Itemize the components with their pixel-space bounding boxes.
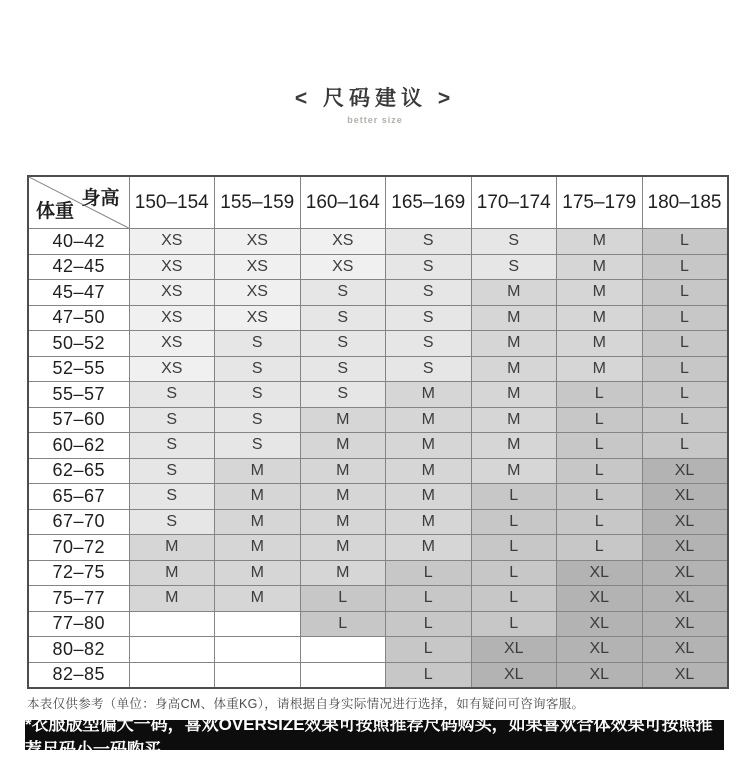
size-cell-m: M [557,356,643,382]
size-cell-m: M [557,280,643,306]
size-cell-m: M [386,382,472,408]
size-cell-l: L [300,586,386,612]
table-row [28,560,728,586]
size-cell-xs: XS [129,229,215,255]
size-cell-m: M [386,433,472,459]
size-cell-l: L [471,611,557,637]
size-cell-m: M [300,535,386,561]
oversize-banner [25,715,724,759]
size-cell-xs: XS [300,229,386,255]
size-cell-xl: XL [557,611,643,637]
size-cell-m: M [215,458,301,484]
corner-cell [28,176,129,229]
size-cell-s: S [300,382,386,408]
size-cell-l: L [642,407,728,433]
table-row [28,407,728,433]
size-cell-l: L [386,586,472,612]
size-cell-xl: XL [642,611,728,637]
size-cell-xs: XS [215,254,301,280]
size-cell-m: M [557,254,643,280]
size-cell-xl: XL [557,637,643,663]
size-cell-l: L [642,254,728,280]
size-cell-m: M [471,356,557,382]
table-row [28,280,728,306]
size-cell-m: M [471,407,557,433]
size-cell-l: L [642,331,728,357]
table-row [28,509,728,535]
size-cell-xl: XL [557,560,643,586]
weight-row-label: 57–60 [28,407,129,433]
size-cell-l: L [642,433,728,459]
size-cell-m: M [129,535,215,561]
size-cell-m: M [215,484,301,510]
weight-row-label: 52–55 [28,356,129,382]
weight-row-label: 40–42 [28,229,129,255]
size-cell-m: M [386,509,472,535]
size-cell-l: L [386,560,472,586]
table-row [28,229,728,255]
size-cell-s: S [386,229,472,255]
size-cell-xl: XL [642,662,728,688]
size-cell-m: M [386,484,472,510]
size-cell-xl: XL [642,586,728,612]
size-cell-s: S [215,407,301,433]
size-cell-s: S [386,254,472,280]
size-cell-xl: XL [642,458,728,484]
size-cell-l: L [642,382,728,408]
size-cell-s: S [215,356,301,382]
weight-row-label: 75–77 [28,586,129,612]
size-cell-xs: XS [215,229,301,255]
size-cell-empty [215,637,301,663]
size-cell-m: M [557,331,643,357]
size-cell-xs: XS [215,280,301,306]
size-cell-s: S [129,458,215,484]
size-chart-table [27,175,729,689]
size-cell-l: L [557,509,643,535]
size-cell-s: S [471,229,557,255]
table-row [28,611,728,637]
size-cell-m: M [386,407,472,433]
size-cell-l: L [642,280,728,306]
weight-row-label: 82–85 [28,662,129,688]
table-row [28,586,728,612]
size-cell-l: L [471,560,557,586]
size-cell-l: L [642,229,728,255]
size-cell-empty [129,637,215,663]
size-cell-s: S [215,382,301,408]
size-cell-s: S [300,305,386,331]
weight-row-label: 62–65 [28,458,129,484]
size-cell-l: L [557,458,643,484]
size-cell-m: M [471,280,557,306]
size-cell-xl: XL [642,484,728,510]
size-cell-s: S [215,331,301,357]
table-row [28,458,728,484]
size-cell-m: M [300,407,386,433]
table-row [28,433,728,459]
size-cell-m: M [471,433,557,459]
size-cell-m: M [215,535,301,561]
size-cell-s: S [129,433,215,459]
size-cell-xl: XL [642,535,728,561]
size-cell-xs: XS [129,254,215,280]
weight-row-label: 67–70 [28,509,129,535]
size-cell-l: L [557,535,643,561]
size-cell-m: M [386,535,472,561]
size-cell-l: L [471,509,557,535]
page-subtitle: better size [347,115,403,125]
corner-label-height: 身高 [81,188,120,209]
size-cell-xs: XS [129,356,215,382]
header-row [28,176,728,229]
size-cell-xl: XL [557,662,643,688]
size-cell-m: M [129,586,215,612]
weight-row-label: 55–57 [28,382,129,408]
table-row [28,254,728,280]
size-cell-m: M [557,305,643,331]
height-column-header: 175–179 [557,176,643,229]
page-title: < 尺码建议 > [294,87,456,110]
size-cell-m: M [471,331,557,357]
height-column-header: 160–164 [300,176,386,229]
size-cell-s: S [386,305,472,331]
size-cell-xs: XS [129,331,215,357]
size-cell-l: L [642,356,728,382]
height-column-header: 170–174 [471,176,557,229]
weight-row-label: 70–72 [28,535,129,561]
size-cell-m: M [129,560,215,586]
size-cell-l: L [557,484,643,510]
size-cell-xs: XS [215,305,301,331]
table-row [28,662,728,688]
size-cell-xl: XL [471,662,557,688]
size-cell-l: L [471,484,557,510]
size-cell-m: M [215,509,301,535]
size-cell-s: S [129,382,215,408]
size-cell-m: M [386,458,472,484]
corner-label-weight: 体重 [36,201,75,222]
size-cell-l: L [642,305,728,331]
size-cell-xl: XL [471,637,557,663]
table-row [28,484,728,510]
weight-row-label: 72–75 [28,560,129,586]
size-cell-m: M [215,586,301,612]
weight-row-label: 50–52 [28,331,129,357]
size-cell-m: M [215,560,301,586]
table-row [28,331,728,357]
size-cell-m: M [557,229,643,255]
size-cell-s: S [129,484,215,510]
size-cell-l: L [386,611,472,637]
size-cell-s: S [129,407,215,433]
size-cell-m: M [300,560,386,586]
size-cell-xl: XL [642,637,728,663]
size-cell-l: L [300,611,386,637]
weight-row-label: 60–62 [28,433,129,459]
size-cell-s: S [386,356,472,382]
weight-row-label: 80–82 [28,637,129,663]
size-cell-s: S [386,331,472,357]
size-cell-s: S [386,280,472,306]
size-cell-m: M [471,458,557,484]
size-cell-empty [300,662,386,688]
weight-row-label: 45–47 [28,280,129,306]
size-cell-s: S [300,280,386,306]
size-cell-l: L [557,407,643,433]
size-cell-m: M [300,484,386,510]
weight-row-label: 47–50 [28,305,129,331]
table-row [28,535,728,561]
size-cell-l: L [471,535,557,561]
size-cell-xl: XL [642,560,728,586]
size-cell-l: L [471,586,557,612]
size-cell-m: M [300,509,386,535]
size-cell-s: S [300,331,386,357]
size-cell-s: S [471,254,557,280]
size-cell-m: M [471,305,557,331]
reference-note: 本表仅供参考（单位：身高CM、体重KG），请根据自身实际情况进行选择，如有疑问可咨询客服。 [27,697,585,711]
size-cell-empty [129,611,215,637]
size-cell-s: S [215,433,301,459]
size-cell-empty [215,662,301,688]
table-row [28,382,728,408]
height-column-header: 180–185 [642,176,728,229]
table-row [28,305,728,331]
size-cell-empty [129,662,215,688]
size-cell-xs: XS [300,254,386,280]
height-column-header: 155–159 [215,176,301,229]
size-cell-empty [300,637,386,663]
size-cell-xl: XL [557,586,643,612]
size-cell-l: L [557,382,643,408]
weight-row-label: 65–67 [28,484,129,510]
height-column-header: 150–154 [129,176,215,229]
weight-row-label: 42–45 [28,254,129,280]
table-row [28,637,728,663]
size-cell-m: M [471,382,557,408]
weight-row-label: 77–80 [28,611,129,637]
size-cell-l: L [386,637,472,663]
size-cell-m: M [300,433,386,459]
size-cell-empty [215,611,301,637]
size-cell-xs: XS [129,305,215,331]
size-cell-s: S [129,509,215,535]
size-cell-l: L [557,433,643,459]
title-block [0,82,750,125]
size-cell-xl: XL [642,509,728,535]
size-cell-s: S [300,356,386,382]
height-column-header: 165–169 [386,176,472,229]
size-cell-m: M [300,458,386,484]
size-cell-xs: XS [129,280,215,306]
size-cell-l: L [386,662,472,688]
oversize-banner-text: *衣服版型偏大一码，喜欢OVERSIZE效果可按照推荐尺码购买，如果喜欢合体效果可按照推荐尺码小一码购买 [25,715,713,759]
table-row [28,356,728,382]
